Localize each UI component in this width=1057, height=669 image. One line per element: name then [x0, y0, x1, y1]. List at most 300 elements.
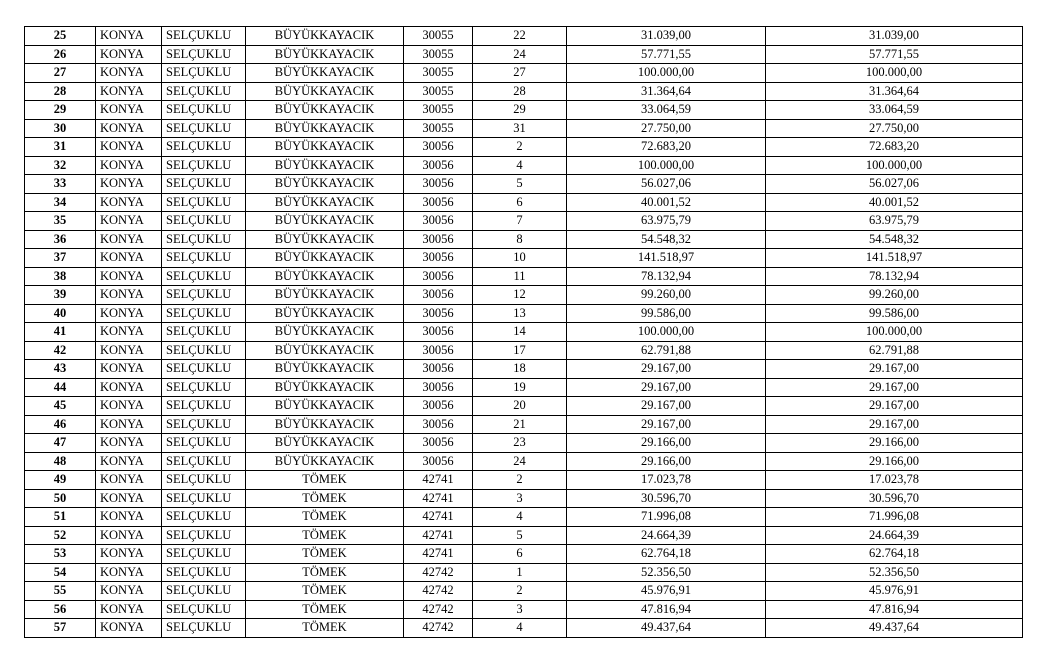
- province-cell: KONYA: [96, 138, 162, 157]
- district-cell: SELÇUKLU: [162, 619, 246, 638]
- row-number-cell: 32: [25, 156, 96, 175]
- total-amount-cell: 57.771,55: [766, 45, 1023, 64]
- province-cell: KONYA: [96, 267, 162, 286]
- parcel-no-cell: 6: [473, 545, 567, 564]
- table-row: [25, 138, 1023, 157]
- total-amount-cell: 99.586,00: [766, 304, 1023, 323]
- row-number-cell: 40: [25, 304, 96, 323]
- row-number-cell: 53: [25, 545, 96, 564]
- district-cell: SELÇUKLU: [162, 378, 246, 397]
- table-body: [25, 27, 1023, 638]
- district-cell: SELÇUKLU: [162, 582, 246, 601]
- total-amount-cell: 27.750,00: [766, 119, 1023, 138]
- neighborhood-cell: TÖMEK: [246, 600, 404, 619]
- total-amount-cell: 29.166,00: [766, 434, 1023, 453]
- total-amount-cell: 30.596,70: [766, 489, 1023, 508]
- neighborhood-cell: TÖMEK: [246, 563, 404, 582]
- table-row: [25, 156, 1023, 175]
- district-cell: SELÇUKLU: [162, 230, 246, 249]
- neighborhood-cell: BÜYÜKKAYACIK: [246, 249, 404, 268]
- total-amount-cell: 100.000,00: [766, 156, 1023, 175]
- parcel-no-cell: 17: [473, 341, 567, 360]
- amount-cell: 31.039,00: [567, 27, 766, 46]
- neighborhood-cell: TÖMEK: [246, 545, 404, 564]
- table-row: [25, 378, 1023, 397]
- parcel-no-cell: 21: [473, 415, 567, 434]
- total-amount-cell: 78.132,94: [766, 267, 1023, 286]
- table-row: [25, 230, 1023, 249]
- block-no-cell: 30055: [404, 82, 473, 101]
- district-cell: SELÇUKLU: [162, 82, 246, 101]
- total-amount-cell: 29.167,00: [766, 415, 1023, 434]
- total-amount-cell: 17.023,78: [766, 471, 1023, 490]
- row-number-cell: 42: [25, 341, 96, 360]
- table-row: [25, 397, 1023, 416]
- row-number-cell: 52: [25, 526, 96, 545]
- row-number-cell: 36: [25, 230, 96, 249]
- neighborhood-cell: TÖMEK: [246, 619, 404, 638]
- parcel-no-cell: 24: [473, 452, 567, 471]
- neighborhood-cell: BÜYÜKKAYACIK: [246, 434, 404, 453]
- total-amount-cell: 99.260,00: [766, 286, 1023, 305]
- amount-cell: 56.027,06: [567, 175, 766, 194]
- table-row: [25, 45, 1023, 64]
- province-cell: KONYA: [96, 64, 162, 83]
- parcel-no-cell: 2: [473, 582, 567, 601]
- neighborhood-cell: BÜYÜKKAYACIK: [246, 82, 404, 101]
- total-amount-cell: 29.167,00: [766, 397, 1023, 416]
- neighborhood-cell: BÜYÜKKAYACIK: [246, 341, 404, 360]
- row-number-cell: 30: [25, 119, 96, 138]
- district-cell: SELÇUKLU: [162, 212, 246, 231]
- amount-cell: 40.001,52: [567, 193, 766, 212]
- parcel-table-page: [24, 26, 1022, 638]
- row-number-cell: 51: [25, 508, 96, 527]
- row-number-cell: 54: [25, 563, 96, 582]
- table-row: [25, 323, 1023, 342]
- amount-cell: 45.976,91: [567, 582, 766, 601]
- table-row: [25, 545, 1023, 564]
- district-cell: SELÇUKLU: [162, 156, 246, 175]
- block-no-cell: 30055: [404, 119, 473, 138]
- district-cell: SELÇUKLU: [162, 397, 246, 416]
- total-amount-cell: 47.816,94: [766, 600, 1023, 619]
- table-row: [25, 101, 1023, 120]
- neighborhood-cell: BÜYÜKKAYACIK: [246, 64, 404, 83]
- neighborhood-cell: BÜYÜKKAYACIK: [246, 119, 404, 138]
- row-number-cell: 50: [25, 489, 96, 508]
- neighborhood-cell: BÜYÜKKAYACIK: [246, 415, 404, 434]
- total-amount-cell: 29.166,00: [766, 452, 1023, 471]
- parcel-no-cell: 10: [473, 249, 567, 268]
- block-no-cell: 30056: [404, 434, 473, 453]
- province-cell: KONYA: [96, 45, 162, 64]
- parcel-no-cell: 4: [473, 619, 567, 638]
- parcel-no-cell: 20: [473, 397, 567, 416]
- district-cell: SELÇUKLU: [162, 341, 246, 360]
- block-no-cell: 42742: [404, 563, 473, 582]
- province-cell: KONYA: [96, 397, 162, 416]
- amount-cell: 29.166,00: [567, 452, 766, 471]
- province-cell: KONYA: [96, 452, 162, 471]
- table-row: [25, 415, 1023, 434]
- amount-cell: 99.586,00: [567, 304, 766, 323]
- row-number-cell: 55: [25, 582, 96, 601]
- parcel-no-cell: 23: [473, 434, 567, 453]
- neighborhood-cell: BÜYÜKKAYACIK: [246, 360, 404, 379]
- parcel-no-cell: 19: [473, 378, 567, 397]
- block-no-cell: 30056: [404, 249, 473, 268]
- district-cell: SELÇUKLU: [162, 286, 246, 305]
- table-row: [25, 600, 1023, 619]
- district-cell: SELÇUKLU: [162, 323, 246, 342]
- parcel-no-cell: 29: [473, 101, 567, 120]
- parcel-no-cell: 13: [473, 304, 567, 323]
- neighborhood-cell: BÜYÜKKAYACIK: [246, 175, 404, 194]
- amount-cell: 63.975,79: [567, 212, 766, 231]
- parcel-no-cell: 28: [473, 82, 567, 101]
- province-cell: KONYA: [96, 563, 162, 582]
- parcel-no-cell: 5: [473, 175, 567, 194]
- amount-cell: 54.548,32: [567, 230, 766, 249]
- amount-cell: 78.132,94: [567, 267, 766, 286]
- amount-cell: 29.167,00: [567, 397, 766, 416]
- district-cell: SELÇUKLU: [162, 563, 246, 582]
- table-row: [25, 286, 1023, 305]
- amount-cell: 29.166,00: [567, 434, 766, 453]
- total-amount-cell: 62.764,18: [766, 545, 1023, 564]
- district-cell: SELÇUKLU: [162, 27, 246, 46]
- parcel-no-cell: 5: [473, 526, 567, 545]
- table-row: [25, 82, 1023, 101]
- table-row: [25, 304, 1023, 323]
- district-cell: SELÇUKLU: [162, 193, 246, 212]
- table-row: [25, 508, 1023, 527]
- district-cell: SELÇUKLU: [162, 119, 246, 138]
- row-number-cell: 34: [25, 193, 96, 212]
- total-amount-cell: 72.683,20: [766, 138, 1023, 157]
- district-cell: SELÇUKLU: [162, 471, 246, 490]
- district-cell: SELÇUKLU: [162, 452, 246, 471]
- amount-cell: 57.771,55: [567, 45, 766, 64]
- amount-cell: 52.356,50: [567, 563, 766, 582]
- district-cell: SELÇUKLU: [162, 138, 246, 157]
- row-number-cell: 44: [25, 378, 96, 397]
- district-cell: SELÇUKLU: [162, 304, 246, 323]
- table-row: [25, 471, 1023, 490]
- district-cell: SELÇUKLU: [162, 489, 246, 508]
- row-number-cell: 56: [25, 600, 96, 619]
- table-row: [25, 341, 1023, 360]
- amount-cell: 47.816,94: [567, 600, 766, 619]
- block-no-cell: 30056: [404, 397, 473, 416]
- table-row: [25, 360, 1023, 379]
- parcel-no-cell: 8: [473, 230, 567, 249]
- amount-cell: 30.596,70: [567, 489, 766, 508]
- parcel-no-cell: 12: [473, 286, 567, 305]
- total-amount-cell: 52.356,50: [766, 563, 1023, 582]
- amount-cell: 29.167,00: [567, 415, 766, 434]
- block-no-cell: 42741: [404, 545, 473, 564]
- parcel-no-cell: 4: [473, 156, 567, 175]
- table-row: [25, 434, 1023, 453]
- parcel-no-cell: 14: [473, 323, 567, 342]
- district-cell: SELÇUKLU: [162, 415, 246, 434]
- total-amount-cell: 62.791,88: [766, 341, 1023, 360]
- block-no-cell: 30056: [404, 415, 473, 434]
- parcel-no-cell: 1: [473, 563, 567, 582]
- district-cell: SELÇUKLU: [162, 175, 246, 194]
- neighborhood-cell: BÜYÜKKAYACIK: [246, 378, 404, 397]
- block-no-cell: 42742: [404, 619, 473, 638]
- table-row: [25, 212, 1023, 231]
- province-cell: KONYA: [96, 378, 162, 397]
- parcel-no-cell: 3: [473, 600, 567, 619]
- neighborhood-cell: BÜYÜKKAYACIK: [246, 452, 404, 471]
- district-cell: SELÇUKLU: [162, 45, 246, 64]
- neighborhood-cell: BÜYÜKKAYACIK: [246, 212, 404, 231]
- total-amount-cell: 45.976,91: [766, 582, 1023, 601]
- block-no-cell: 42741: [404, 526, 473, 545]
- total-amount-cell: 24.664,39: [766, 526, 1023, 545]
- table-row: [25, 175, 1023, 194]
- block-no-cell: 42742: [404, 600, 473, 619]
- province-cell: KONYA: [96, 27, 162, 46]
- block-no-cell: 30056: [404, 286, 473, 305]
- row-number-cell: 27: [25, 64, 96, 83]
- block-no-cell: 30056: [404, 230, 473, 249]
- amount-cell: 99.260,00: [567, 286, 766, 305]
- table-row: [25, 563, 1023, 582]
- row-number-cell: 38: [25, 267, 96, 286]
- parcel-no-cell: 6: [473, 193, 567, 212]
- neighborhood-cell: TÖMEK: [246, 508, 404, 527]
- table-row: [25, 119, 1023, 138]
- province-cell: KONYA: [96, 193, 162, 212]
- province-cell: KONYA: [96, 286, 162, 305]
- province-cell: KONYA: [96, 341, 162, 360]
- province-cell: KONYA: [96, 119, 162, 138]
- parcel-no-cell: 7: [473, 212, 567, 231]
- row-number-cell: 31: [25, 138, 96, 157]
- table-row: [25, 526, 1023, 545]
- parcel-no-cell: 24: [473, 45, 567, 64]
- table-row: [25, 619, 1023, 638]
- district-cell: SELÇUKLU: [162, 101, 246, 120]
- neighborhood-cell: BÜYÜKKAYACIK: [246, 138, 404, 157]
- amount-cell: 100.000,00: [567, 323, 766, 342]
- province-cell: KONYA: [96, 489, 162, 508]
- neighborhood-cell: TÖMEK: [246, 471, 404, 490]
- row-number-cell: 45: [25, 397, 96, 416]
- row-number-cell: 28: [25, 82, 96, 101]
- amount-cell: 62.764,18: [567, 545, 766, 564]
- neighborhood-cell: BÜYÜKKAYACIK: [246, 27, 404, 46]
- table-row: [25, 193, 1023, 212]
- province-cell: KONYA: [96, 212, 162, 231]
- neighborhood-cell: BÜYÜKKAYACIK: [246, 267, 404, 286]
- amount-cell: 49.437,64: [567, 619, 766, 638]
- district-cell: SELÇUKLU: [162, 434, 246, 453]
- row-number-cell: 47: [25, 434, 96, 453]
- province-cell: KONYA: [96, 526, 162, 545]
- table-row: [25, 267, 1023, 286]
- total-amount-cell: 71.996,08: [766, 508, 1023, 527]
- parcel-no-cell: 3: [473, 489, 567, 508]
- amount-cell: 24.664,39: [567, 526, 766, 545]
- block-no-cell: 30056: [404, 341, 473, 360]
- row-number-cell: 49: [25, 471, 96, 490]
- district-cell: SELÇUKLU: [162, 249, 246, 268]
- block-no-cell: 42741: [404, 508, 473, 527]
- amount-cell: 71.996,08: [567, 508, 766, 527]
- block-no-cell: 30055: [404, 101, 473, 120]
- block-no-cell: 30056: [404, 193, 473, 212]
- amount-cell: 100.000,00: [567, 64, 766, 83]
- total-amount-cell: 49.437,64: [766, 619, 1023, 638]
- amount-cell: 17.023,78: [567, 471, 766, 490]
- province-cell: KONYA: [96, 434, 162, 453]
- neighborhood-cell: BÜYÜKKAYACIK: [246, 286, 404, 305]
- parcel-no-cell: 11: [473, 267, 567, 286]
- province-cell: KONYA: [96, 101, 162, 120]
- row-number-cell: 29: [25, 101, 96, 120]
- neighborhood-cell: BÜYÜKKAYACIK: [246, 230, 404, 249]
- total-amount-cell: 31.364,64: [766, 82, 1023, 101]
- province-cell: KONYA: [96, 582, 162, 601]
- block-no-cell: 30056: [404, 378, 473, 397]
- amount-cell: 29.167,00: [567, 360, 766, 379]
- table-row: [25, 489, 1023, 508]
- district-cell: SELÇUKLU: [162, 526, 246, 545]
- block-no-cell: 30055: [404, 45, 473, 64]
- row-number-cell: 46: [25, 415, 96, 434]
- amount-cell: 33.064,59: [567, 101, 766, 120]
- district-cell: SELÇUKLU: [162, 360, 246, 379]
- neighborhood-cell: TÖMEK: [246, 489, 404, 508]
- province-cell: KONYA: [96, 471, 162, 490]
- block-no-cell: 42741: [404, 471, 473, 490]
- block-no-cell: 30056: [404, 267, 473, 286]
- neighborhood-cell: BÜYÜKKAYACIK: [246, 193, 404, 212]
- neighborhood-cell: BÜYÜKKAYACIK: [246, 304, 404, 323]
- amount-cell: 62.791,88: [567, 341, 766, 360]
- parcel-no-cell: 31: [473, 119, 567, 138]
- total-amount-cell: 31.039,00: [766, 27, 1023, 46]
- province-cell: KONYA: [96, 600, 162, 619]
- province-cell: KONYA: [96, 323, 162, 342]
- amount-cell: 72.683,20: [567, 138, 766, 157]
- row-number-cell: 35: [25, 212, 96, 231]
- province-cell: KONYA: [96, 156, 162, 175]
- table-row: [25, 249, 1023, 268]
- neighborhood-cell: BÜYÜKKAYACIK: [246, 323, 404, 342]
- amount-cell: 31.364,64: [567, 82, 766, 101]
- block-no-cell: 30056: [404, 360, 473, 379]
- row-number-cell: 25: [25, 27, 96, 46]
- total-amount-cell: 29.167,00: [766, 360, 1023, 379]
- neighborhood-cell: TÖMEK: [246, 526, 404, 545]
- total-amount-cell: 33.064,59: [766, 101, 1023, 120]
- row-number-cell: 39: [25, 286, 96, 305]
- total-amount-cell: 29.167,00: [766, 378, 1023, 397]
- neighborhood-cell: BÜYÜKKAYACIK: [246, 397, 404, 416]
- amount-cell: 100.000,00: [567, 156, 766, 175]
- row-number-cell: 37: [25, 249, 96, 268]
- neighborhood-cell: TÖMEK: [246, 582, 404, 601]
- total-amount-cell: 56.027,06: [766, 175, 1023, 194]
- parcel-no-cell: 27: [473, 64, 567, 83]
- province-cell: KONYA: [96, 360, 162, 379]
- province-cell: KONYA: [96, 230, 162, 249]
- province-cell: KONYA: [96, 508, 162, 527]
- table-row: [25, 27, 1023, 46]
- block-no-cell: 30055: [404, 27, 473, 46]
- district-cell: SELÇUKLU: [162, 600, 246, 619]
- block-no-cell: 30056: [404, 304, 473, 323]
- amount-cell: 29.167,00: [567, 378, 766, 397]
- row-number-cell: 41: [25, 323, 96, 342]
- total-amount-cell: 63.975,79: [766, 212, 1023, 231]
- row-number-cell: 33: [25, 175, 96, 194]
- district-cell: SELÇUKLU: [162, 64, 246, 83]
- province-cell: KONYA: [96, 175, 162, 194]
- parcel-table: [24, 26, 1023, 638]
- table-row: [25, 64, 1023, 83]
- total-amount-cell: 141.518,97: [766, 249, 1023, 268]
- row-number-cell: 57: [25, 619, 96, 638]
- province-cell: KONYA: [96, 619, 162, 638]
- block-no-cell: 42742: [404, 582, 473, 601]
- province-cell: KONYA: [96, 82, 162, 101]
- block-no-cell: 30056: [404, 452, 473, 471]
- parcel-no-cell: 2: [473, 471, 567, 490]
- parcel-no-cell: 22: [473, 27, 567, 46]
- neighborhood-cell: BÜYÜKKAYACIK: [246, 45, 404, 64]
- row-number-cell: 26: [25, 45, 96, 64]
- district-cell: SELÇUKLU: [162, 508, 246, 527]
- total-amount-cell: 40.001,52: [766, 193, 1023, 212]
- table-row: [25, 452, 1023, 471]
- block-no-cell: 42741: [404, 489, 473, 508]
- block-no-cell: 30056: [404, 212, 473, 231]
- parcel-no-cell: 2: [473, 138, 567, 157]
- province-cell: KONYA: [96, 545, 162, 564]
- district-cell: SELÇUKLU: [162, 267, 246, 286]
- province-cell: KONYA: [96, 249, 162, 268]
- parcel-no-cell: 18: [473, 360, 567, 379]
- total-amount-cell: 100.000,00: [766, 323, 1023, 342]
- block-no-cell: 30056: [404, 175, 473, 194]
- neighborhood-cell: BÜYÜKKAYACIK: [246, 156, 404, 175]
- row-number-cell: 48: [25, 452, 96, 471]
- block-no-cell: 30056: [404, 138, 473, 157]
- parcel-no-cell: 4: [473, 508, 567, 527]
- block-no-cell: 30055: [404, 64, 473, 83]
- amount-cell: 141.518,97: [567, 249, 766, 268]
- neighborhood-cell: BÜYÜKKAYACIK: [246, 101, 404, 120]
- row-number-cell: 43: [25, 360, 96, 379]
- total-amount-cell: 100.000,00: [766, 64, 1023, 83]
- province-cell: KONYA: [96, 304, 162, 323]
- total-amount-cell: 54.548,32: [766, 230, 1023, 249]
- amount-cell: 27.750,00: [567, 119, 766, 138]
- province-cell: KONYA: [96, 415, 162, 434]
- table-row: [25, 582, 1023, 601]
- district-cell: SELÇUKLU: [162, 545, 246, 564]
- block-no-cell: 30056: [404, 323, 473, 342]
- block-no-cell: 30056: [404, 156, 473, 175]
